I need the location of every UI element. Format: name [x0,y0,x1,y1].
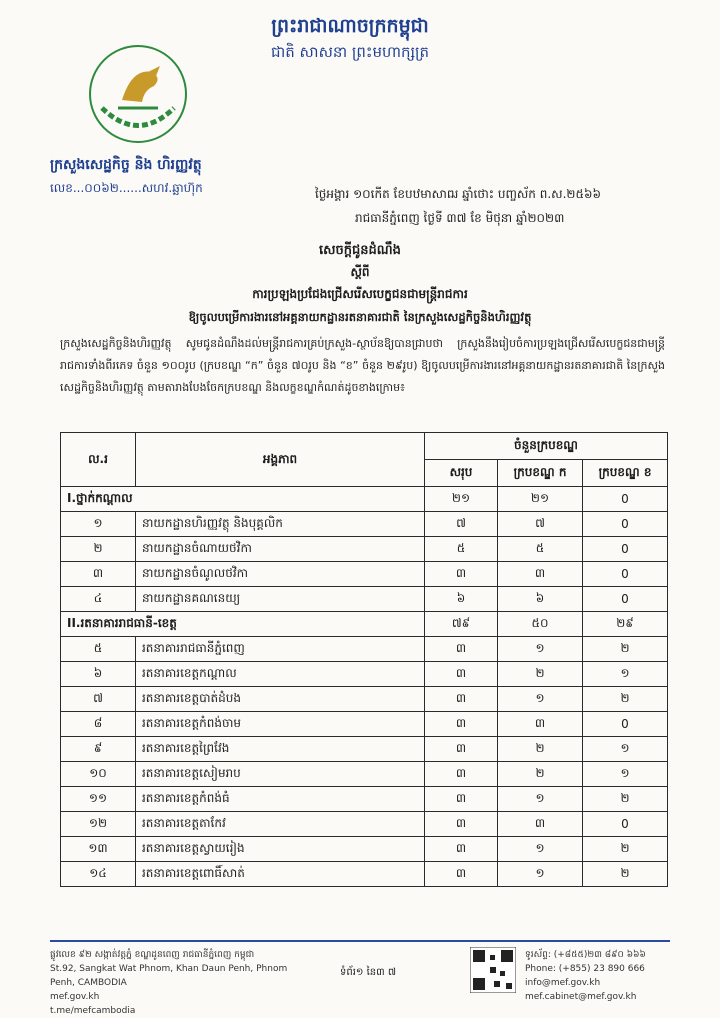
unit-name: រតនាគារខេត្តសៀមរាប [136,762,425,787]
unit-name: រតនាគារខេត្តតាកែវ [136,812,425,837]
cell-frame-b: 0 [583,537,668,562]
cell-frame-a: ៧ [498,512,583,537]
notice-body: ក្រសួងសេដ្ឋកិច្ចនិងហិរញ្ញវត្ថុ សូមជូនដំណឹងដល់មន្ត្រីរាជការគ្រប់ក្រសួង-ស្ថាប័នឱ្យបានជ្រាបថា ក្រសួងនឹងរៀបចំការប្រឡងជ្រើសរើសបេក្ខជនជាមន្ត្រីរាជការទាំងពីរភេទ ចំនួន ១០០រូប (ក្របខណ្ឌ “ក” ចំនួន ៧០រូប និង “ខ” ចំនួន ២៩រូប) ឱ្យចូលបម្រើការងារនៅអគ្គនាយកដ្ឋានរតនាគារជាតិ នៃក្រសួងសេដ្ឋកិច្ចនិងហិរញ្ញវត្ថុ តាមតារាងបែងចែកក្របខណ្ឌ និងលក្ខខណ្ឌកំណត់ដូចខាងក្រោម៖ [60,337,665,394]
footer-divider [50,940,670,942]
national-motto: ជាតិ សាសនា ព្រះមហាក្សត្រ [270,43,430,61]
cell-frame-a: ២១ [498,487,583,512]
cell-frame-b: ២ [583,837,668,862]
table-section-row [61,612,668,637]
cell-frame-a: ៣ [498,812,583,837]
unit-name: រតនាគារខេត្តបាត់ដំបង [136,687,425,712]
telegram-link[interactable]: t.me/mefcambodia [50,1006,136,1016]
table-row [61,712,668,737]
cell-frame-b: ១ [583,662,668,687]
table-row [61,812,668,837]
notice-title: សេចក្ដីជូនដំណឹង [319,243,401,258]
header-frame-a: ក្របខណ្ឌ ក [498,460,583,487]
cell-frame-b: ១ [583,762,668,787]
row-number: ១១ [61,787,136,812]
table-row [61,562,668,587]
row-number: ១៤ [61,862,136,887]
cell-frame-b: ២ [583,687,668,712]
row-number: ៨ [61,712,136,737]
header-no: ល.រ [61,433,136,487]
kingdom-heading: ព្រះរាជាណាចក្រកម្ពុជា [271,15,429,37]
table-row [61,862,668,887]
phone-english: Phone: (+855) 23 890 666 [525,964,645,974]
qr-code [470,947,516,993]
address-khmer: ផ្លូវលេខ ៩២ សង្កាត់វត្តភ្នំ ខណ្ឌដូនពេញ រាជធានីភ្នំពេញ កម្ពុជា [50,950,255,960]
cell-frame-a: ៦ [498,587,583,612]
unit-name: នាយកដ្ឋានចំណូលថវិកា [136,562,425,587]
ministry-logo [82,38,194,150]
row-number: ២ [61,537,136,562]
cell-total: ៣ [425,837,498,862]
cell-frame-a: ៣ [498,562,583,587]
cell-frame-a: ២ [498,662,583,687]
table-section-row [61,487,668,512]
cell-total: ៣ [425,562,498,587]
address-english: St.92, Sangkat Wat Phnom, Khan Daun Penh, Phnom Penh, CAMBODIA [50,964,288,988]
cell-frame-b: 0 [583,587,668,612]
ministry-name: ក្រសួងសេដ្ឋកិច្ច និង ហិរញ្ញវត្ថុ [50,157,202,173]
table-row [61,687,668,712]
email-info[interactable]: info@mef.gov.kh [525,978,601,988]
notice-subject-label: ស្ដីពី [350,265,370,279]
cell-frame-a: ៥០ [498,612,583,637]
cell-frame-a: ១ [498,637,583,662]
unit-name: រតនាគារខេត្តកំពង់ធំ [136,787,425,812]
cell-total: ៣ [425,712,498,737]
lunar-date: ថ្ងៃអង្គារ ១០កើត ខែបឋមាសាឍ ឆ្នាំថោះ បញ្ចស័ក ព.ស.២៥៦៦ [315,187,601,201]
cell-frame-a: ១ [498,862,583,887]
cell-frame-b: 0 [583,712,668,737]
unit-name: រតនាគារខេត្តព្រៃវែង [136,737,425,762]
cell-frame-a: ២ [498,737,583,762]
table-row [61,787,668,812]
header-frame-b: ក្របខណ្ឌ ខ [583,460,668,487]
cell-total: ៣ [425,787,498,812]
unit-name: នាយកដ្ឋានហិរញ្ញវត្ថុ និងបុគ្គលិក [136,512,425,537]
table-body [61,487,668,887]
cell-frame-b: 0 [583,487,668,512]
cell-frame-a: ១ [498,787,583,812]
row-number: ៩ [61,737,136,762]
notice-subject-line1: ការប្រឡងប្រជែងជ្រើសរើសបេក្ខជនជាមន្ត្រីរាជការ [252,287,468,301]
cell-frame-b: ២៩ [583,612,668,637]
reference-number: លេខ...០០៦២......សហវ.ឆ្ឆាហ៊ុក [50,181,203,195]
unit-name: រតនាគារខេត្តពោធិ៍សាត់ [136,862,425,887]
table-row [61,762,668,787]
cell-total: ៣ [425,862,498,887]
quota-table [60,432,668,887]
cell-frame-a: ១ [498,837,583,862]
cell-frame-b: ២ [583,787,668,812]
cell-total: ៣ [425,737,498,762]
website-link[interactable]: mef.gov.kh [50,992,100,1002]
solar-date: រាជធានីភ្នំពេញ ថ្ងៃទី ៣៧ ខែ មិថុនា ឆ្នាំ២០២៣ [355,211,565,225]
cell-frame-a: ៣ [498,712,583,737]
header-unit: អង្គភាព [136,433,425,487]
header-count-group: ចំនួនក្របខណ្ឌ [425,433,668,460]
unit-name: រតនាគារខេត្តកណ្ដាល [136,662,425,687]
row-number: ១ [61,512,136,537]
section-label: II.រតនាគាររាជធានី-ខេត្ត [61,612,425,637]
table-row [61,637,668,662]
email-cabinet[interactable]: mef.cabinet@mef.gov.kh [525,992,637,1002]
cell-total: ៧ [425,512,498,537]
cell-frame-b: 0 [583,812,668,837]
row-number: ១៣ [61,837,136,862]
cell-total: ៥ [425,537,498,562]
table-row [61,512,668,537]
cell-total: ៣ [425,762,498,787]
table-row [61,587,668,612]
cell-frame-a: ២ [498,762,583,787]
cell-frame-b: 0 [583,512,668,537]
row-number: ៤ [61,587,136,612]
row-number: ៧ [61,687,136,712]
cell-total: ៦ [425,587,498,612]
unit-name: រតនាគាររាជធានីភ្នំពេញ [136,637,425,662]
table-row [61,662,668,687]
footer-address [50,948,290,1018]
cell-total: ៧៩ [425,612,498,637]
unit-name: នាយកដ្ឋានគណនេយ្យ [136,587,425,612]
section-label: I.ថ្នាក់កណ្ដាល [61,487,425,512]
cell-total: ៣ [425,637,498,662]
table-row [61,737,668,762]
row-number: ៣ [61,562,136,587]
page-number: ទំព័រ១ នៃ៣ ៧ [340,967,397,978]
cell-total: ២១ [425,487,498,512]
cell-total: ៣ [425,662,498,687]
unit-name: រតនាគារខេត្តស្វាយរៀង [136,837,425,862]
cell-total: ៣ [425,687,498,712]
cell-frame-b: ២ [583,637,668,662]
row-number: ៥ [61,637,136,662]
cell-frame-b: ១ [583,737,668,762]
notice-subject-line2: ឱ្យចូលបម្រើការងារនៅអគ្គនាយកដ្ឋានរតនាគារជាតិ នៃក្រសួងសេដ្ឋកិច្ចនិងហិរញ្ញវត្ថុ [188,310,532,324]
row-number: ១២ [61,812,136,837]
cell-frame-a: ១ [498,687,583,712]
unit-name: រតនាគារខេត្តកំពង់ចាម [136,712,425,737]
header-total: សរុប [425,460,498,487]
cell-frame-a: ៥ [498,537,583,562]
cell-frame-b: ២ [583,862,668,887]
table-row [61,837,668,862]
table-row [61,537,668,562]
unit-name: នាយកដ្ឋានចំណាយថវិកា [136,537,425,562]
row-number: ១០ [61,762,136,787]
row-number: ៦ [61,662,136,687]
footer-contact [525,948,695,1004]
cell-frame-b: 0 [583,562,668,587]
phone-khmer: ទូរស័ព្ទ: (+៨៥៥)២៣ ៨៩០ ៦៦៦ [525,950,646,960]
cell-total: ៣ [425,812,498,837]
